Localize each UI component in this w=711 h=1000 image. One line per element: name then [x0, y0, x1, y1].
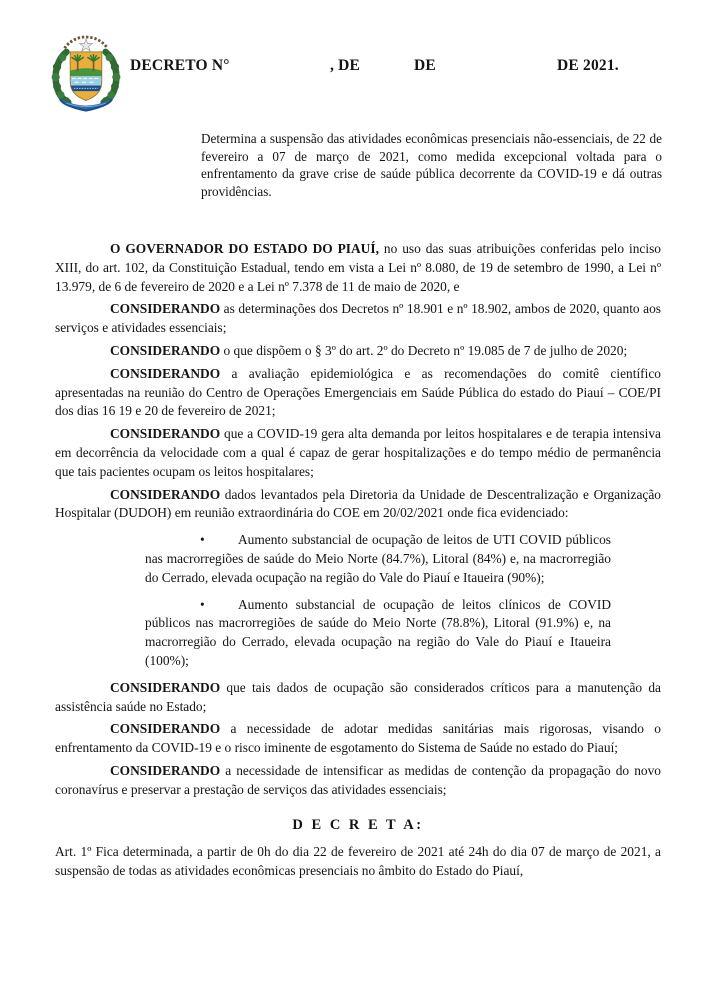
bullet-icon: •	[200, 532, 205, 548]
decree-title-day: , DE	[330, 57, 361, 74]
bullet-text: Aumento substancial de ocupação de leitos clínicos de COVID públicos nas macrorregiões de saúde do Meio Norte (78.8%), Litoral (91.9%) e, na macrorregião do Cerrado, elevada ocupação na região do Vale do Piauí e Itaueira (100%);	[145, 596, 611, 668]
considerando-text: dados levantados pela Diretoria da Unidade de Descentralização e Organização Hospitalar (DUDOH) em reunião extraordinária do COE em 20/02/2021 onde fica evidenciado:	[55, 486, 661, 521]
considerando-text: a avaliação epidemiológica e as recomendações do comitê científico apresentadas na reunião do Centro de Operações Emergenciais em Saúde Pública do estado do Piauí – COE/PI dos dias 16 19 e 20 de fevereiro de 2021;	[55, 365, 661, 419]
considerando-paragraph	[55, 425, 661, 481]
considerando-lead: CONSIDERANDO	[110, 342, 221, 358]
considerando-paragraph	[55, 762, 661, 800]
considerando-lead: CONSIDERANDO	[110, 486, 221, 502]
considerando-paragraph	[55, 720, 661, 758]
considerando-paragraph	[55, 365, 661, 421]
shield	[70, 52, 102, 101]
decree-title-month: DE	[414, 57, 436, 74]
star	[79, 39, 92, 51]
article-1-paragraph: Art. 1º Fica determinada, a partir de 0h do dia 22 de fevereiro de 2021 até 24h do dia 07 de março de 2021, a suspensão de todas as atividades econômicas presenciais no âmbito do Estado do Piauí,	[55, 844, 661, 879]
considerando-paragraph	[55, 342, 661, 361]
considerando-text: que a COVID-19 gera alta demanda por leitos hospitalares e de terapia intensiva em decorrência da velocidade com a qual é capaz de gerar hospitalizações e do tempo médio de permanência que tais pacientes ocupam os leitos hospitalares;	[55, 426, 661, 479]
considerando-text: que tais dados de ocupação são considerados críticos para a manutenção da assistência saúde no Estado;	[55, 679, 661, 714]
bullet-text: Aumento substancial de ocupação de leitos de UTI COVID públicos nas macrorregiões de saúde do Meio Norte (84.7%), Litoral (84%) e, na macrorregião do Cerrado, elevada ocupação na região do Vale do Piauí e Itaueira (90%);	[145, 532, 611, 585]
considerando-text: o que dispõem o § 3º do art. 2º do Decreto nº 19.085 de 7 de julho de 2020;	[220, 342, 628, 358]
preamble-paragraph	[55, 240, 661, 296]
considerando-lead: CONSIDERANDO	[110, 762, 221, 778]
bullet-item	[145, 531, 611, 587]
considerando-lead: CONSIDERANDO	[110, 301, 221, 317]
decree-title-year: DE 2021.	[557, 57, 619, 74]
considerando-lead: CONSIDERANDO	[110, 679, 221, 695]
considerando-lead: CONSIDERANDO	[110, 365, 221, 381]
considerando-text: a necessidade de adotar medidas sanitárias mais rigorosas, visando o enfrentamento da COVID-19 e o risco iminente de esgotamento do Sistema de Saúde no estado do Piauí;	[55, 721, 661, 756]
preamble-lead: O GOVERNADOR DO ESTADO DO PIAUÍ,	[110, 241, 379, 256]
bullet-item	[145, 596, 611, 671]
considerando-text: as determinações dos Decretos nº 18.901 e nº 18.902, ambos de 2020, quanto aos serviços e atividades essenciais;	[55, 301, 661, 336]
preamble-text: no uso das suas atribuições conferidas pelo inciso XIII, do art. 102, da Constituição Estadual, tendo em vista a Lei nº 8.080, de 19 de setembro de 1990, a Lei nº 13.979, de 6 de fevereiro de 2020 e a Lei nº 7.378 de 11 de maio de 2020, e	[55, 241, 661, 294]
considerando-text: a necessidade de intensificar as medidas de contenção da propagação do novo coronavírus e preservar a prestação de serviços das atividades essenciais;	[55, 762, 661, 797]
decree-title-number: DECRETO N°	[130, 57, 230, 74]
right-branch	[102, 52, 120, 104]
considerando-paragraph	[55, 300, 661, 338]
epigraph: Determina a suspensão das atividades econômicas presenciais não-essenciais, de 22 de fevereiro a 07 de março de 2021, como medida excepcional voltada para o enfrentamento da grave crise de saúde pública decorrente da COVID-19 e dá outras providências.	[201, 131, 662, 199]
considerando-paragraph	[55, 679, 661, 717]
piaui-coat-of-arms-icon	[44, 26, 128, 118]
considerando-lead: CONSIDERANDO	[110, 721, 221, 737]
bullet-icon: •	[200, 596, 205, 612]
considerando-paragraph	[55, 486, 661, 524]
decree-body	[55, 240, 661, 881]
left-branch	[52, 52, 70, 104]
considerando-lead: CONSIDERANDO	[110, 426, 221, 442]
decreta-heading: D E C R E T A:	[292, 816, 424, 833]
